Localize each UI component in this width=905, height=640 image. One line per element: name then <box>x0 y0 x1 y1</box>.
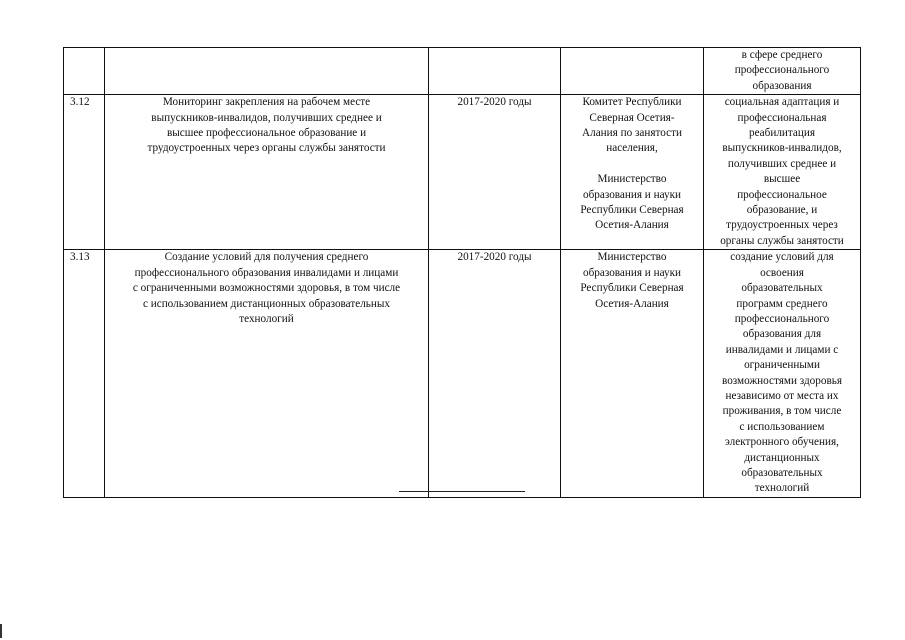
end-divider-line <box>399 491 525 492</box>
cell-text-line: выпускников-инвалидов, получивших среднее и <box>151 111 382 124</box>
cell-text-line: проживания, в том числе <box>722 405 842 418</box>
cell-text-line: с использованием <box>739 420 825 433</box>
cell-text-line: профессионального <box>734 312 830 325</box>
cell-text-line: Создание условий для получения среднего <box>164 251 369 264</box>
cell-text-line: образования и науки <box>583 188 681 201</box>
table-row <box>64 95 861 250</box>
cell-text-line: Министерство <box>597 251 667 264</box>
cell-text-line: образования <box>752 79 812 92</box>
cell-text-line: образования для <box>742 328 822 341</box>
cell-text-line: образование, и <box>746 204 818 217</box>
cell-text-line: Республики Северная <box>580 282 684 295</box>
cell-text-line: с ограниченными возможностями здоровья, в том числе <box>132 282 401 295</box>
responsible-cell <box>561 48 704 95</box>
cell-text-line: Северная Осетия- <box>589 111 675 124</box>
cell-text-line: Республики Северная <box>580 204 684 217</box>
cell-text-line: получивших среднее и <box>727 157 837 170</box>
cell-text-line: высшее <box>763 173 801 186</box>
cell-text-line: Осетия-Алания <box>595 219 669 232</box>
measures-table <box>63 47 861 498</box>
cell-text-line: Осетия-Алания <box>595 297 669 310</box>
cell-text-line: профессионального образования инвалидами и лицами <box>134 266 399 279</box>
responsible-cell <box>561 95 704 250</box>
cell-text-line: профессионального <box>734 64 830 77</box>
cell-text-line: профессиональная <box>737 111 827 124</box>
margin-mark <box>0 624 2 638</box>
responsible-cell <box>561 250 704 498</box>
row-number-cell: 3.12 <box>64 95 105 250</box>
period-cell: 2017-2020 годы <box>429 95 561 250</box>
cell-text-line: профессиональное <box>737 188 827 201</box>
cell-text-line: освоения <box>760 266 804 279</box>
period-cell <box>429 48 561 95</box>
cell-text-line: технологий <box>754 482 810 495</box>
cell-text-line: электронного обучения, <box>725 436 839 449</box>
cell-text-line: социальная адаптация и <box>724 96 840 109</box>
period-cell: 2017-2020 годы <box>429 250 561 498</box>
cell-text-line: технологий <box>239 312 294 325</box>
cell-text-line: образовательных <box>741 282 823 295</box>
cell-text-line: дистанционных <box>744 451 820 464</box>
cell-text-line <box>561 157 703 172</box>
cell-text-line: Мониторинг закрепления на рабочем месте <box>162 96 371 109</box>
description-cell <box>105 48 429 95</box>
cell-text-line: Министерство <box>597 173 667 186</box>
cell-text-line: ограниченными <box>744 359 820 372</box>
cell-text-line: программ среднего <box>736 297 828 310</box>
cell-text-line: трудоустроенных через органы службы занятости <box>147 142 386 155</box>
result-cell <box>704 48 861 95</box>
cell-text-line: независимо от места их <box>725 389 839 402</box>
row-number-cell <box>64 48 105 95</box>
cell-text-line: образования и науки <box>583 266 681 279</box>
cell-text-line: Алания по занятости <box>582 127 682 140</box>
result-cell <box>704 250 861 498</box>
result-cell <box>704 95 861 250</box>
cell-text-line: образовательных <box>741 466 823 479</box>
cell-text-line: органы службы занятости <box>720 234 844 247</box>
table-row <box>64 250 861 498</box>
cell-text-line: в сфере среднего <box>741 49 823 61</box>
cell-text-line: с использованием дистанционных образовательных <box>142 297 390 310</box>
description-cell <box>105 250 429 498</box>
cell-text-line: населения, <box>606 142 658 155</box>
description-cell <box>105 95 429 250</box>
cell-text-line: выпускников-инвалидов, <box>722 142 842 155</box>
cell-text-line: Комитет Республики <box>582 96 682 109</box>
cell-text-line: возможностями здоровья <box>722 374 842 387</box>
cell-text-line: реабилитация <box>748 127 816 140</box>
cell-text-line: создание условий для <box>730 251 834 264</box>
row-number-cell: 3.13 <box>64 250 105 498</box>
cell-text-line: инвалидами и лицами с <box>725 343 839 356</box>
cell-text-line: трудоустроенных через <box>726 219 838 232</box>
cell-text-line: высшее профессиональное образование и <box>166 127 367 140</box>
table-body <box>64 48 861 498</box>
table-row <box>64 48 861 95</box>
